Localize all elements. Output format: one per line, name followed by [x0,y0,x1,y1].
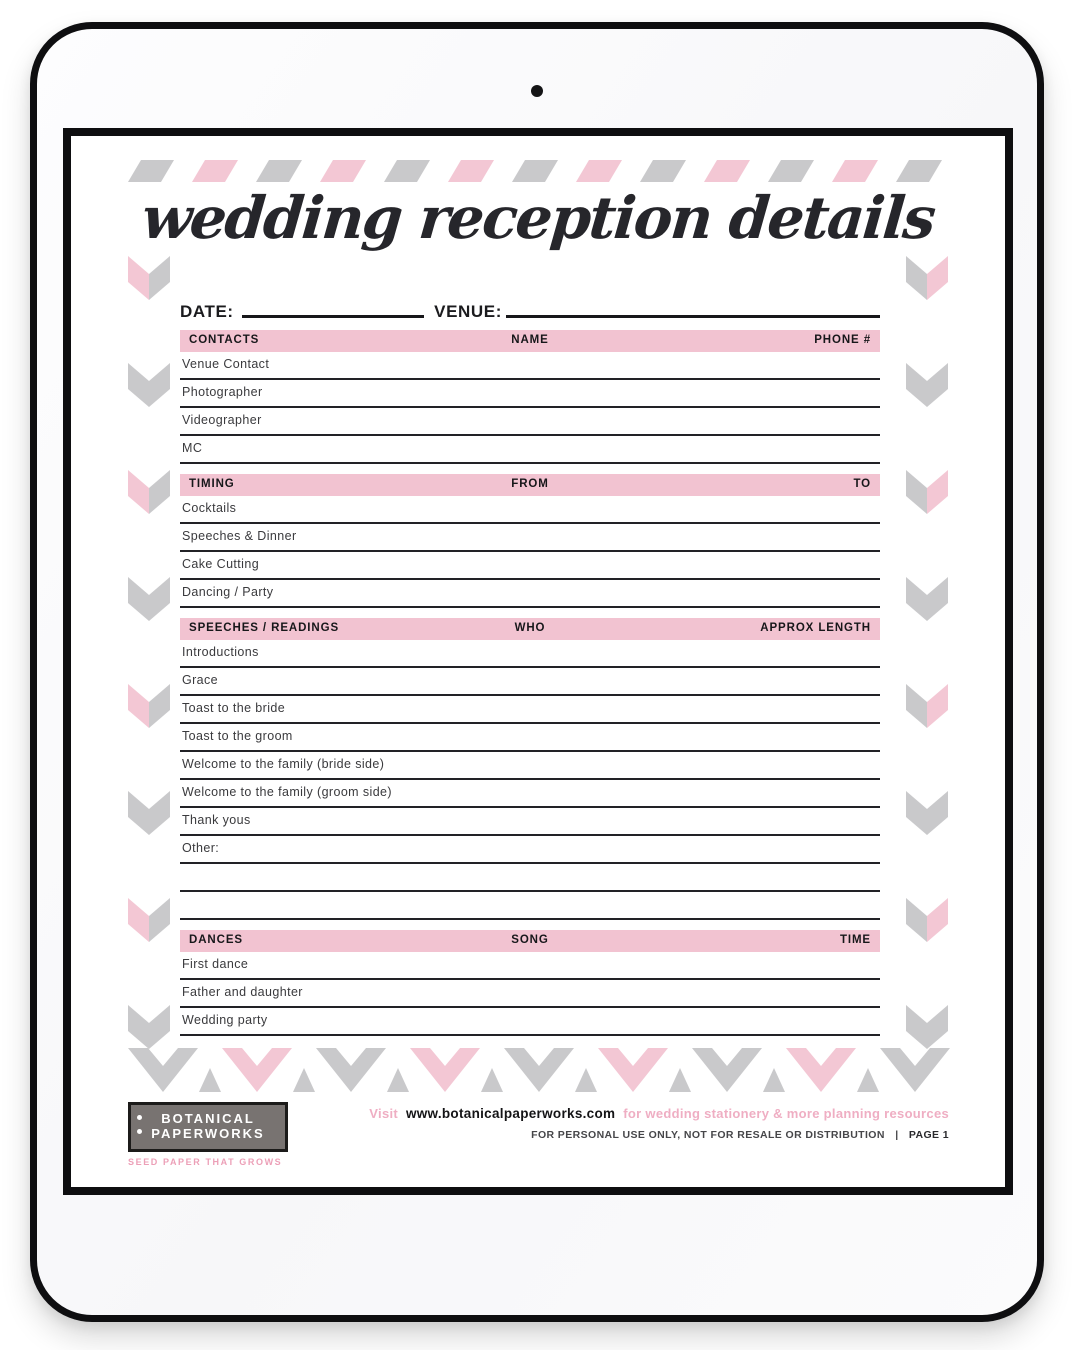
section-rows [180,952,880,1036]
legal-line [369,1129,949,1141]
table-row [180,780,880,808]
column-header-mid: WHO [514,622,546,635]
date-label: DATE: [180,302,234,321]
table-row [180,436,880,464]
table-row [180,668,880,696]
legal-text: FOR PERSONAL USE ONLY, NOT FOR RESALE OR DISTRIBUTION [531,1129,885,1141]
row-label: Welcome to the family (bride side) [182,757,385,771]
venue-label: VENUE: [434,302,502,321]
table-row [180,952,880,980]
table-row [180,352,880,380]
table-row [180,524,880,552]
row-label: Father and daughter [182,985,303,999]
footer-text-block [369,1106,949,1141]
table-row [180,980,880,1008]
chevron-border-bottom [128,1048,950,1096]
section-header-bar [180,330,880,352]
date-write-in-line [242,305,424,318]
planner-sheet [180,294,880,1036]
form-section [180,330,880,464]
camera-dot-icon [531,85,543,97]
column-header-mid: SONG [511,934,549,947]
column-header-right: APPROX LENGTH [760,622,872,635]
row-label: Introductions [182,645,259,659]
section-rows [180,640,880,920]
logo-text-line1: BOTANICAL [161,1111,255,1127]
row-label: Speeches & Dinner [182,529,297,543]
section-header-bar [180,474,880,496]
botanical-paperworks-logo [128,1102,288,1152]
chevron-border-top [128,158,950,184]
row-label: Other: [182,841,220,855]
legal-separator: | [895,1129,899,1141]
section-title: CONTACTS [189,334,260,347]
table-row [180,808,880,836]
row-label: MC [182,441,203,455]
section-title: SPEECHES / READINGS [189,622,340,635]
tablet-frame [30,22,1044,1322]
section-title: DANCES [189,934,243,947]
section-rows [180,496,880,608]
table-row [180,724,880,752]
form-table [180,330,880,1036]
table-row [180,1008,880,1036]
venue-write-in-line [506,305,880,318]
table-row [180,836,880,864]
row-label: Wedding party [182,1013,268,1027]
section-header-bar [180,930,880,952]
document-page [71,136,1005,1187]
blank-write-in-row [180,892,880,920]
row-label: Venue Contact [182,357,270,371]
row-label: Cake Cutting [182,557,260,571]
chevron-border-left [128,244,170,1056]
table-row [180,380,880,408]
form-section [180,618,880,920]
blank-write-in-row [180,864,880,892]
table-row [180,696,880,724]
form-section [180,930,880,1036]
row-label: Thank yous [182,813,251,827]
section-header-bar [180,618,880,640]
section-title: TIMING [189,478,235,491]
footer-logo-block [128,1102,318,1167]
tablet-screen [63,128,1013,1195]
logo-tagline: SEED PAPER THAT GROWS [128,1157,283,1167]
section-rows [180,352,880,464]
visit-line [369,1106,949,1121]
visit-suffix: for wedding stationery & more planning resources [623,1106,949,1121]
website-url: www.botanicalpaperworks.com [405,1106,616,1121]
chevron-border-right [906,244,948,1056]
column-header-right: TO [853,478,872,491]
date-venue-row [180,294,880,320]
table-row [180,552,880,580]
row-label: Dancing / Party [182,585,274,599]
row-label: Photographer [182,385,263,399]
row-label: Videographer [182,413,262,427]
table-row [180,408,880,436]
row-label: First dance [182,957,249,971]
table-row [180,752,880,780]
logo-text-line2: PAPERWORKS [151,1126,265,1141]
column-header-right: TIME [839,934,872,947]
column-header-mid: NAME [511,334,549,347]
page-title: wedding reception details [139,184,937,252]
visit-prefix: Visit [369,1106,399,1121]
page-number: PAGE 1 [908,1129,949,1141]
column-header-right: PHONE # [814,334,872,347]
row-label: Toast to the groom [182,729,293,743]
row-label: Grace [182,673,219,687]
column-header-mid: FROM [511,478,549,491]
row-label: Welcome to the family (groom side) [182,785,392,799]
row-label: Cocktails [182,501,237,515]
row-label: Toast to the bride [182,701,286,715]
table-row [180,580,880,608]
form-section [180,474,880,608]
table-row [180,496,880,524]
table-row [180,640,880,668]
